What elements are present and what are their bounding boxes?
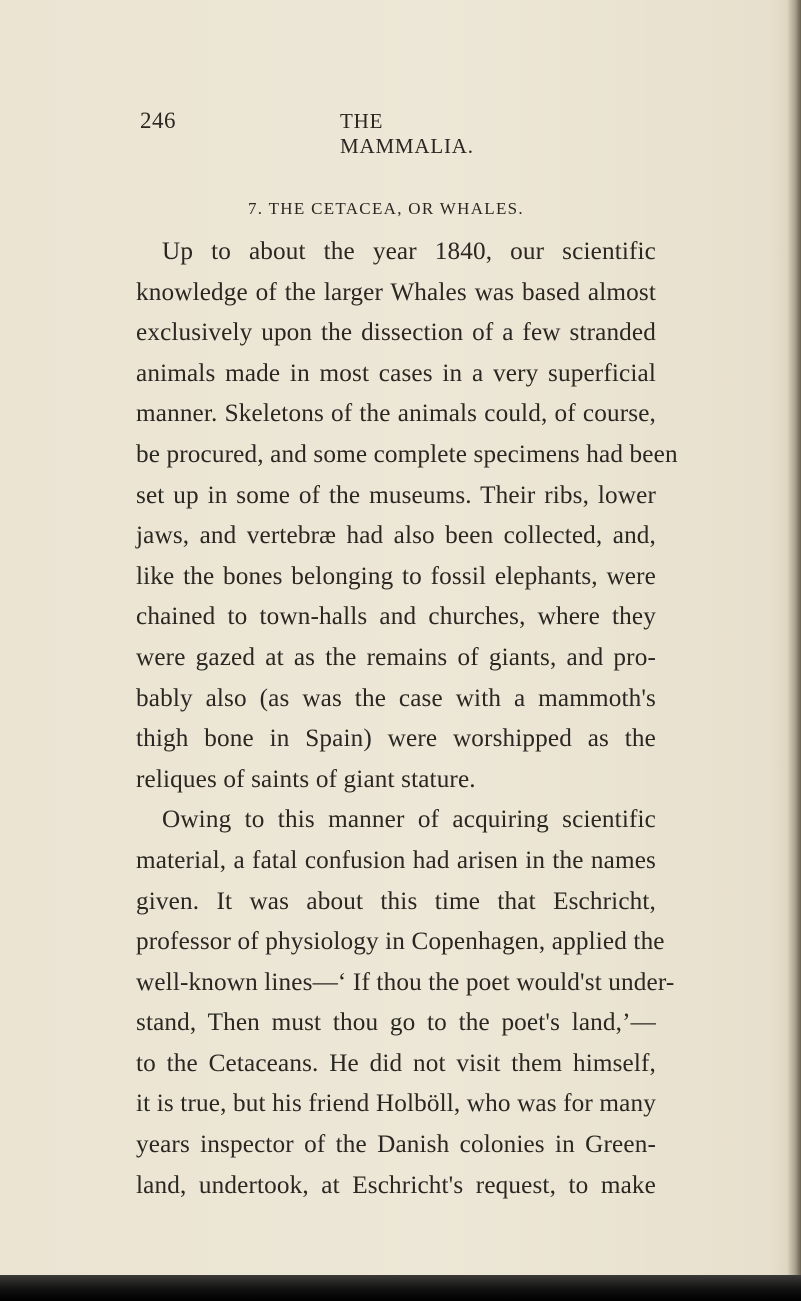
text-line: be procured, and some complete specimens had been — [136, 440, 678, 468]
text-line: it is true, but his friend Holböll, who was for many — [136, 1090, 656, 1118]
text-line: Up to about the year 1840, our scientific — [162, 238, 656, 265]
text-line: material, a fatal confusion had arisen in the names — [136, 846, 656, 874]
running-head-title: THE MAMMALIA. — [340, 109, 474, 158]
text-line: exclusively upon the dissection of a few stranded — [136, 319, 656, 347]
text-line: thigh bone in Spain) were worshipped as the — [136, 725, 656, 753]
text-line: professor of physiology in Copenhagen, applied the — [136, 928, 665, 956]
page-bottom-edge — [0, 1275, 801, 1301]
text-line: years inspector of the Danish colonies in Green- — [136, 1131, 656, 1159]
body-text — [136, 232, 678, 1206]
section-heading: 7. THE CETACEA, OR WHALES. — [248, 199, 524, 218]
text-line: like the bones belonging to fossil elephants, were — [136, 562, 656, 590]
text-line: jaws, and vertebræ had also been collected, and, — [136, 522, 656, 550]
text-line: manner. Skeletons of the animals could, of course, — [136, 400, 656, 428]
text-line: bably also (as was the case with a mammoth's — [136, 684, 656, 712]
page-edge-shadow — [787, 0, 801, 1301]
text-line: set up in some of the museums. Their ribs, lower — [136, 481, 656, 509]
text-line: knowledge of the larger Whales was based almost — [136, 278, 656, 306]
paragraph-1 — [136, 232, 678, 800]
text-line: given. It was about this time that Eschricht, — [136, 887, 656, 915]
text-line: reliques of saints of giant stature. — [136, 765, 476, 793]
text-line: Owing to this manner of acquiring scientific — [162, 806, 656, 834]
page-number: 246 — [140, 108, 176, 133]
text-line: chained to town-halls and churches, where they — [136, 603, 656, 631]
paragraph-2 — [136, 800, 675, 1206]
running-head — [140, 108, 520, 158]
text-line: to the Cetaceans. He did not visit them himself, — [136, 1049, 656, 1077]
text-line: well-known lines—‘ If thou the poet would'st under- — [136, 968, 675, 996]
text-line: were gazed at as the remains of giants, and pro- — [136, 643, 656, 671]
text-line: land, undertook, at Eschricht's request, to make — [136, 1171, 656, 1199]
text-line: animals made in most cases in a very superficial — [136, 359, 656, 387]
text-line: stand, Then must thou go to the poet's land,’— — [136, 1009, 656, 1037]
